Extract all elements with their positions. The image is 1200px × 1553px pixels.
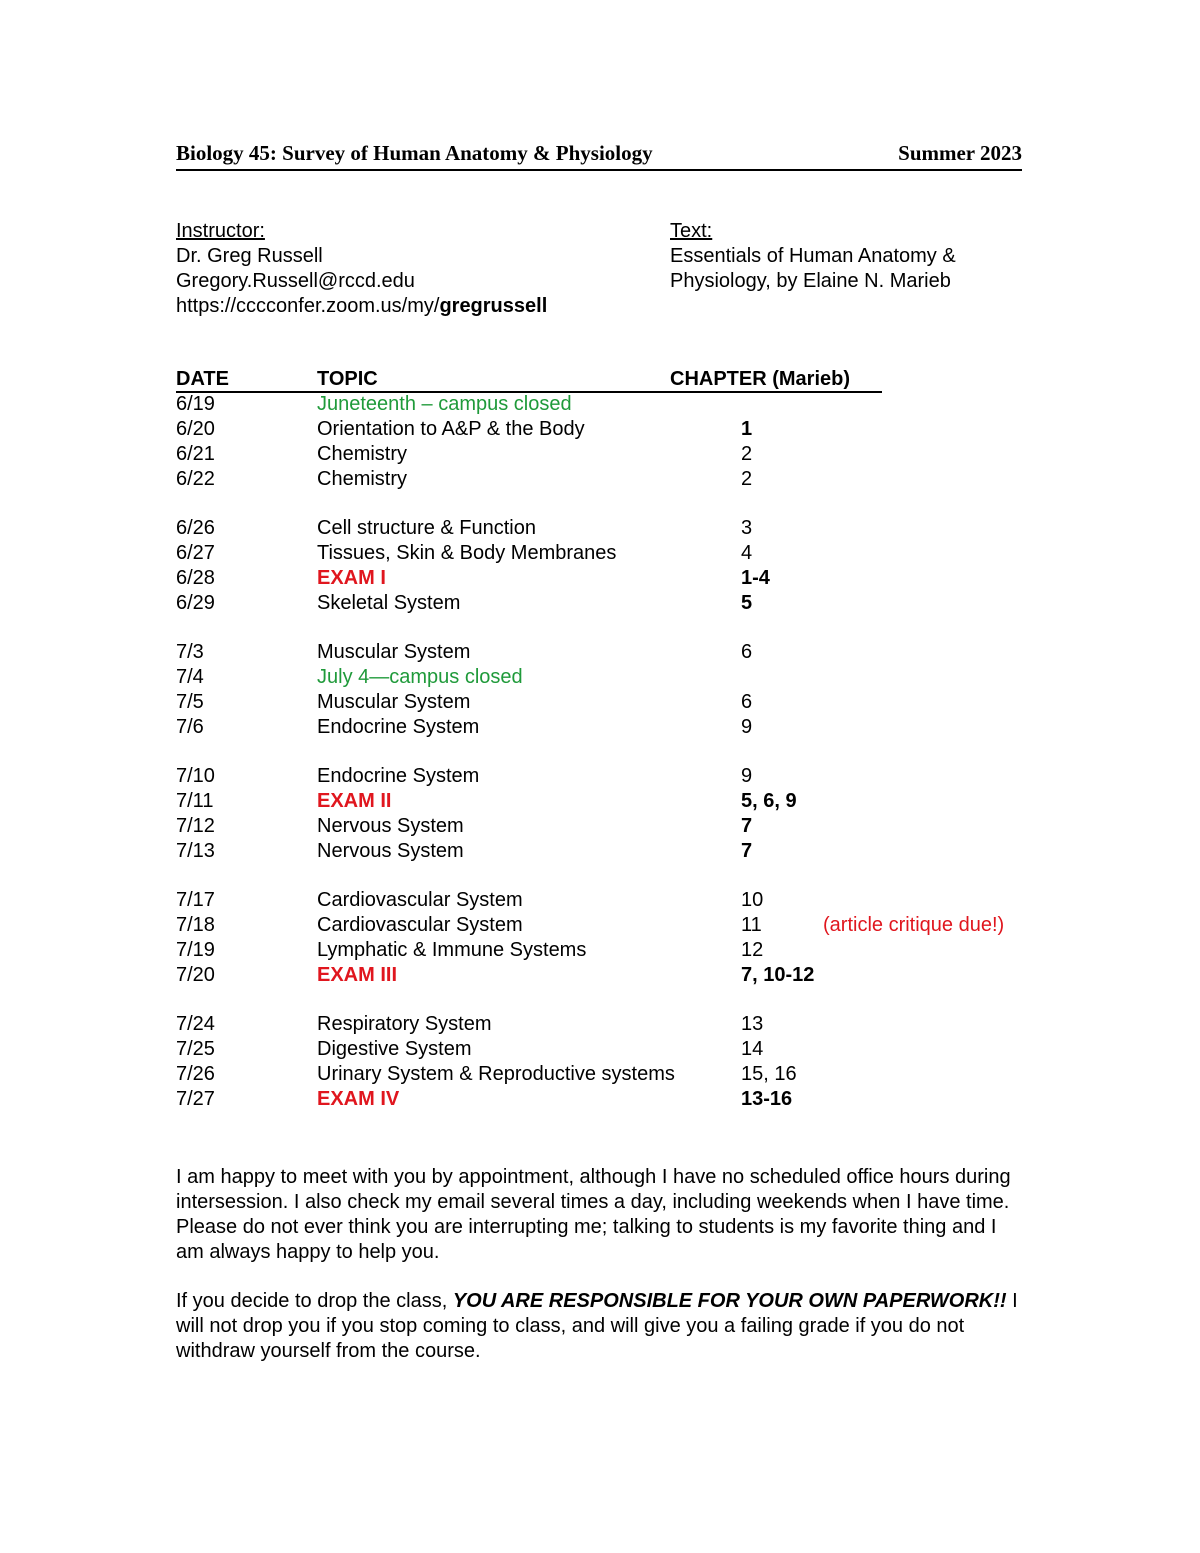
row-topic-exam: EXAM III bbox=[317, 964, 398, 986]
instructor-zoom-link[interactable] bbox=[176, 294, 547, 319]
row-topic: Orientation to A&P & the Body bbox=[317, 418, 585, 440]
row-topic: Chemistry bbox=[317, 468, 408, 490]
row-chapter: 9 bbox=[741, 716, 753, 738]
row-topic: Muscular System bbox=[317, 641, 471, 663]
row-date: 6/29 bbox=[176, 592, 215, 614]
row-chapter: 2 bbox=[741, 468, 753, 490]
header-date: DATE bbox=[176, 368, 229, 390]
row-date: 6/26 bbox=[176, 517, 215, 539]
row-chapter: 5 bbox=[741, 592, 753, 614]
row-date: 7/20 bbox=[176, 964, 215, 986]
row-date: 7/18 bbox=[176, 914, 215, 936]
drop-text-start: If you decide to drop the class, bbox=[176, 1290, 453, 1312]
row-topic: Nervous System bbox=[317, 840, 464, 862]
zoom-link-user: gregrussell bbox=[439, 295, 548, 317]
row-date: 7/26 bbox=[176, 1063, 215, 1085]
row-topic: Lymphatic & Immune Systems bbox=[317, 939, 587, 961]
row-chapter: 15, 16 bbox=[741, 1063, 797, 1085]
row-chapter: 6 bbox=[741, 641, 753, 663]
row-topic: Endocrine System bbox=[317, 765, 480, 787]
row-date: 7/13 bbox=[176, 840, 215, 862]
header-topic: TOPIC bbox=[317, 368, 378, 390]
row-date: 7/19 bbox=[176, 939, 215, 961]
row-date: 7/12 bbox=[176, 815, 215, 837]
row-topic: Cell structure & Function bbox=[317, 517, 536, 539]
row-chapter: 5, 6, 9 bbox=[741, 790, 797, 812]
row-topic: Muscular System bbox=[317, 691, 471, 713]
row-topic: Nervous System bbox=[317, 815, 464, 837]
row-topic: Cardiovascular System bbox=[317, 914, 523, 936]
row-chapter: 4 bbox=[741, 542, 753, 564]
row-date: 6/28 bbox=[176, 567, 215, 589]
row-date: 7/3 bbox=[176, 641, 204, 663]
row-date: 7/27 bbox=[176, 1088, 215, 1110]
row-chapter: 7 bbox=[741, 840, 753, 862]
row-topic: Cardiovascular System bbox=[317, 889, 523, 911]
row-chapter: 1 bbox=[741, 418, 753, 440]
row-chapter: 12 bbox=[741, 939, 764, 961]
row-date: 6/19 bbox=[176, 393, 215, 415]
row-date: 7/24 bbox=[176, 1013, 215, 1035]
row-date: 6/22 bbox=[176, 468, 215, 490]
row-date: 7/25 bbox=[176, 1038, 215, 1060]
row-note: (article critique due!) bbox=[823, 914, 1005, 936]
row-chapter: 6 bbox=[741, 691, 753, 713]
drop-text-end: I will not drop you if you stop coming to class, and will give you a failing grade if you do not withdraw yourself from the course. bbox=[176, 1290, 1018, 1362]
text-title-line2: Physiology, by Elaine N. Marieb bbox=[670, 270, 951, 292]
row-topic-exam: EXAM I bbox=[317, 567, 386, 589]
row-chapter: 7 bbox=[741, 815, 753, 837]
row-topic: Digestive System bbox=[317, 1038, 472, 1060]
row-chapter: 9 bbox=[741, 765, 753, 787]
row-date: 6/27 bbox=[176, 542, 215, 564]
instructor-block bbox=[176, 219, 547, 319]
row-chapter: 13-16 bbox=[741, 1088, 793, 1110]
text-title-line1: Essentials of Human Anatomy & bbox=[670, 245, 956, 267]
row-topic-exam: EXAM II bbox=[317, 790, 392, 812]
instructor-label: Instructor: bbox=[176, 220, 265, 242]
row-chapter: 14 bbox=[741, 1038, 764, 1060]
office-hours-paragraph: I am happy to meet with you by appointment, although I have no scheduled office hours during intersession. I also check my email several times a day, including weekends when I have time. Please do not ever think you are interrupting me; talking to students is my favorite thing and I am always happy to help you. bbox=[176, 1166, 1011, 1263]
row-topic-exam: EXAM IV bbox=[317, 1088, 400, 1110]
row-date: 6/20 bbox=[176, 418, 215, 440]
instructor-email[interactable]: Gregory.Russell@rccd.edu bbox=[176, 270, 415, 292]
row-chapter: 11 bbox=[741, 914, 762, 936]
row-topic-holiday: July 4—campus closed bbox=[317, 666, 523, 688]
row-chapter: 3 bbox=[741, 517, 753, 539]
row-date: 7/4 bbox=[176, 666, 204, 688]
title-bar bbox=[176, 141, 1022, 171]
row-topic: Endocrine System bbox=[317, 716, 480, 738]
header-chapter: CHAPTER (Marieb) bbox=[670, 368, 851, 390]
row-date: 7/10 bbox=[176, 765, 215, 787]
row-topic: Skeletal System bbox=[317, 592, 461, 614]
course-title: Biology 45: Survey of Human Anatomy & Physiology bbox=[176, 141, 653, 165]
row-topic: Tissues, Skin & Body Membranes bbox=[317, 542, 617, 564]
row-chapter: 2 bbox=[741, 443, 753, 465]
row-topic-holiday: Juneteenth – campus closed bbox=[317, 393, 572, 415]
row-chapter: 10 bbox=[741, 889, 764, 911]
row-date: 6/21 bbox=[176, 443, 215, 465]
term-label: Summer 2023 bbox=[898, 141, 1022, 165]
text-label: Text: bbox=[670, 220, 713, 242]
instructor-name: Dr. Greg Russell bbox=[176, 245, 323, 267]
row-date: 7/17 bbox=[176, 889, 215, 911]
row-topic: Urinary System & Reproductive systems bbox=[317, 1063, 675, 1085]
row-date: 7/6 bbox=[176, 716, 204, 738]
row-topic: Chemistry bbox=[317, 443, 408, 465]
textbook-block bbox=[670, 219, 956, 294]
row-chapter: 13 bbox=[741, 1013, 764, 1035]
drop-policy-paragraph bbox=[176, 1289, 1026, 1364]
row-date: 7/5 bbox=[176, 691, 204, 713]
drop-emphasis: YOU ARE RESPONSIBLE FOR YOUR OWN PAPERWORK!! bbox=[452, 1290, 1007, 1312]
row-topic: Respiratory System bbox=[317, 1013, 492, 1035]
zoom-link-prefix: https://cccconfer.zoom.us/my/ bbox=[176, 295, 440, 317]
row-chapter: 7, 10-12 bbox=[741, 964, 815, 986]
row-chapter: 1-4 bbox=[741, 567, 770, 589]
row-date: 7/11 bbox=[176, 790, 214, 812]
